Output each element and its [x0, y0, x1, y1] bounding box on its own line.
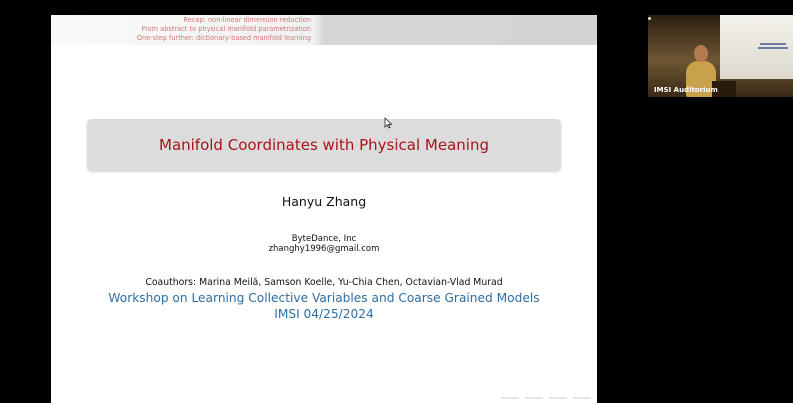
workshop-name: Workshop on Learning Collective Variables and Coarse Grained Models — [108, 291, 540, 305]
webcam-location-label: IMSI Auditorium — [654, 86, 718, 94]
nav-section-dictionary[interactable]: One-step further: dictionary-based manifold learning — [136, 34, 311, 42]
footer-nav-mark[interactable] — [573, 397, 591, 399]
projection-screen — [720, 15, 793, 79]
author-name: Hanyu Zhang — [281, 194, 367, 209]
footer-nav-mark[interactable] — [549, 397, 567, 399]
coauthors-line: Coauthors: Marina Meilă, Samson Koelle, Yu-Chia Chen, Octavian-Vlad Murad — [145, 277, 503, 288]
slide-footer-navigation[interactable] — [441, 397, 591, 401]
screen-text-line — [758, 47, 788, 49]
speaker-webcam-feed — [648, 15, 793, 97]
event-date: IMSI 04/25/2024 — [274, 307, 374, 321]
nav-section-parametrization[interactable]: From abstract to physical manifold parametrization — [141, 25, 311, 33]
footer-nav-mark[interactable] — [501, 397, 519, 399]
mouse-pointer-icon — [384, 117, 393, 129]
nav-section-recap[interactable]: Recap: non-linear dimension reduction — [183, 16, 311, 24]
slide-title: Manifold Coordinates with Physical Meaning — [159, 136, 489, 154]
ceiling-light — [648, 17, 651, 20]
footer-nav-mark[interactable] — [525, 397, 543, 399]
speaker-head — [694, 45, 708, 62]
author-affiliation: ByteDance, Inc — [291, 234, 357, 244]
slide-section-navigation — [51, 15, 597, 45]
author-email: zhanghy1996@gmail.com — [268, 244, 380, 254]
slide-title-box — [87, 119, 561, 171]
screen-text-line — [760, 43, 786, 45]
presentation-slide — [51, 15, 597, 403]
